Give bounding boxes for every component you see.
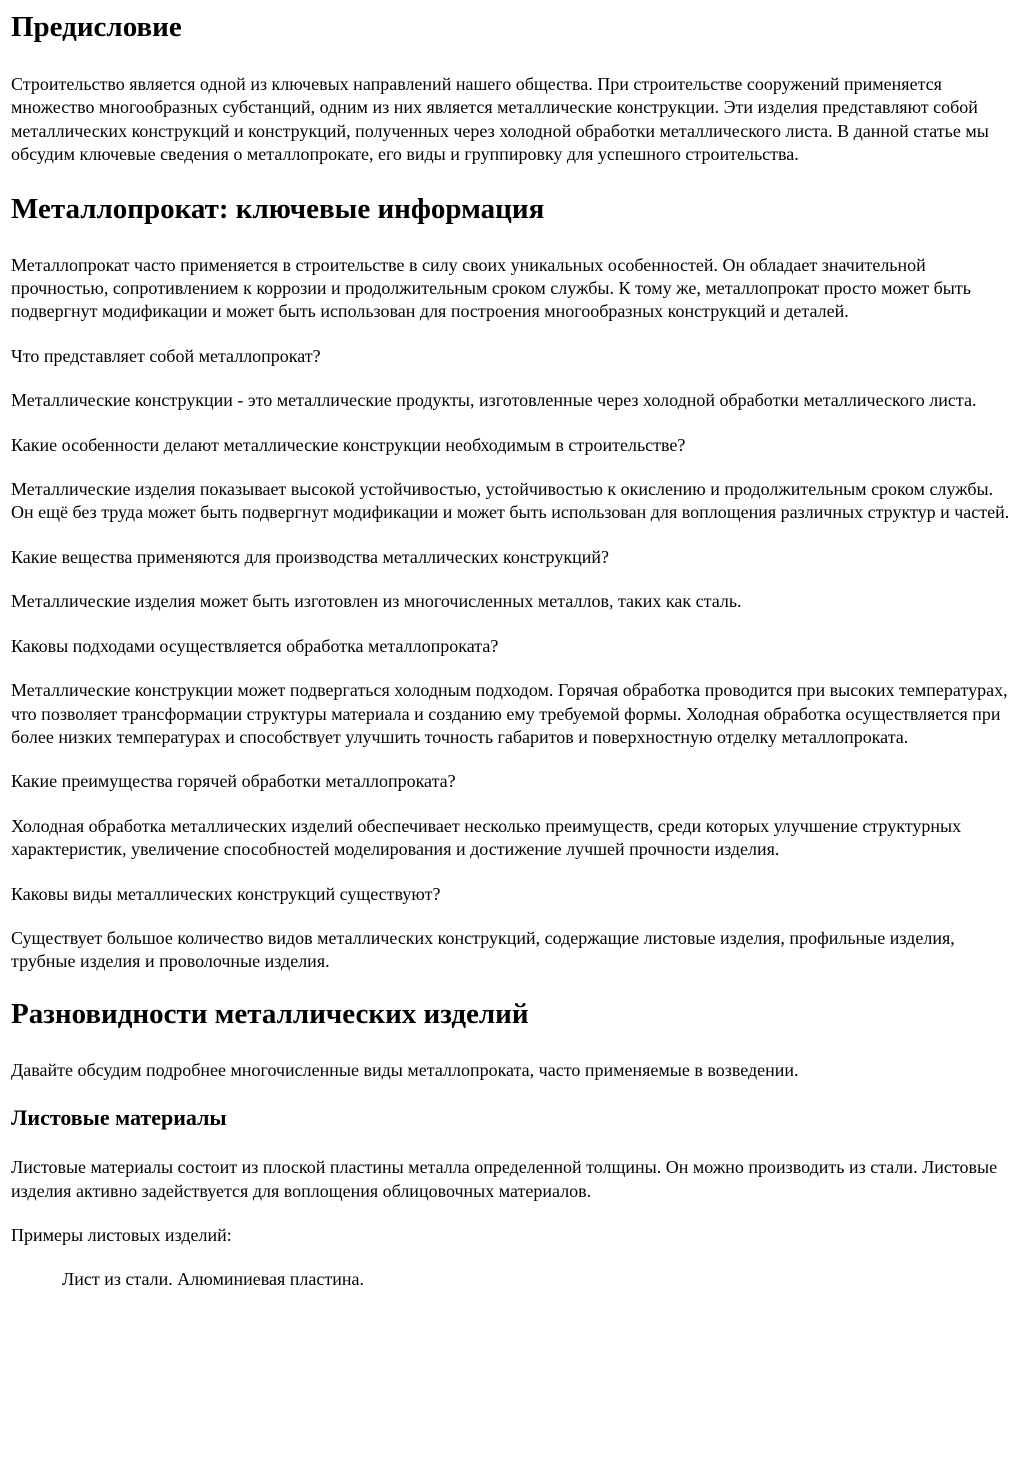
question-2: Какие особенности делают металлические конструкции необходимым в строительстве?: [11, 434, 686, 455]
paragraph-varieties-intro: Давайте обсудим подробнее многочисленные виды металлопроката, часто применяемые в возведении.: [11, 1059, 799, 1080]
paragraph-sheet-examples-label: Примеры листовых изделий:: [11, 1224, 232, 1245]
question-5: Какие преимущества горячей обработки металлопроката?: [11, 771, 456, 792]
answer-2: Металлические изделия показывает высокой устойчивостью, устойчивостью к окислению и продолжительным сроком службы. Он ещё без труда может быть подвергнут модификации и может быть использован для воплощения различных структур и частей.: [11, 479, 1010, 523]
answer-6: Существует большое количество видов металлических конструкций, содержащие листовые изделия, профильные изделия, трубные изделия и проволочные изделия.: [11, 927, 955, 972]
answer-1: Металлические конструкции - это металлические продукты, изготовленные через холодной обработки металлического листа.: [11, 390, 977, 411]
heading-key-info: Металлопрокат: ключевые информация: [11, 192, 545, 225]
paragraph-preface-intro: Строительство является одной из ключевых направлений нашего общества. При строительстве сооружений применяется множество многообразных субстанций, одним из них является металлические конструкции. Эти изделия представляют собой металлических конструкций и конструкций, полученных через холодной обработки металлического листа. В данной статье мы обсудим ключевые сведения о металлопрокате, его виды и группировку для успешного строительства.: [11, 74, 989, 165]
question-4: Каковы подходами осуществляется обработка металлопроката?: [11, 635, 499, 656]
heading-sheet-materials: Листовые материалы: [11, 1105, 227, 1131]
article: [0, 10, 1024, 1292]
answer-5: Холодная обработка металлических изделий обеспечивает несколько преимуществ, среди которых улучшение структурных характеристик, увеличение способностей моделирования и достижение лучшей прочности изделия.: [11, 815, 962, 860]
paragraph-key-info-intro: Металлопрокат часто применяется в строительстве в силу своих уникальных особенностей. Он обладает значительной прочностью, сопротивлением к коррозии и продолжительным сроком службы. К тому же, металлопрокат просто может быть подвергнут модификации и может быть использован для построения многообразных конструкций и деталей.: [11, 254, 971, 322]
question-1: Что представляет собой металлопрокат?: [11, 345, 321, 366]
question-3: Какие вещества применяются для производства металлических конструкций?: [11, 546, 609, 567]
question-6: Каковы виды металлических конструкций существуют?: [11, 883, 441, 904]
answer-3: Металлические изделия может быть изготовлен из многочисленных металлов, таких как сталь.: [11, 591, 742, 612]
heading-preface: Предисловие: [11, 11, 182, 43]
paragraph-sheet-examples: Лист из стали. Алюминиевая пластина.: [62, 1269, 364, 1290]
paragraph-sheet-description: Листовые материалы состоит из плоской пластины металла определенной толщины. Он можно производить из стали. Листовые изделия активно задействуется для воплощения облицовочных материалов.: [11, 1157, 998, 1201]
answer-4: Металлические конструкции может подвергаться холодным подходом. Горячая обработка проводится при высоких температурах, что позволяет трансформации структуры материала и созданию ему требуемой формы. Холодная обработка осуществляется при более низких температурах и способствует улучшить точность габаритов и поверхностную отделку металлопроката.: [11, 680, 1008, 747]
heading-varieties: Разновидности металлических изделий: [11, 997, 529, 1030]
